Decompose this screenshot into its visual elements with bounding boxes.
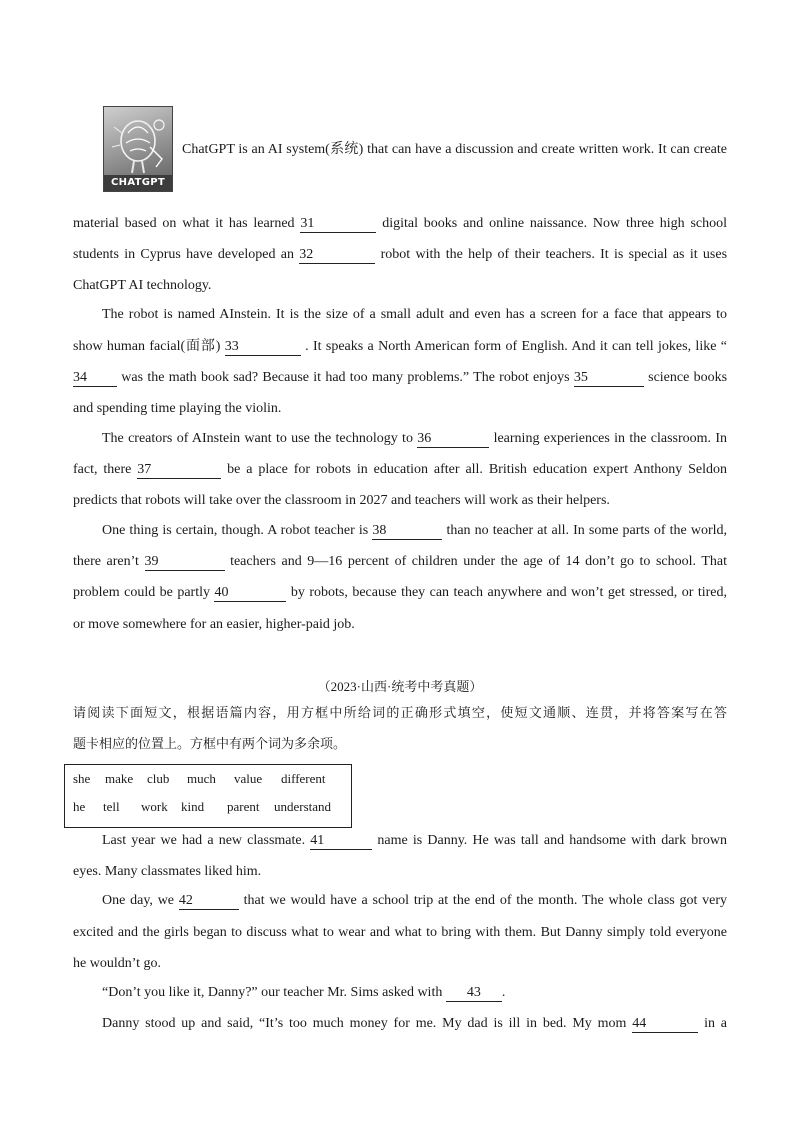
blank-34[interactable]: 34 bbox=[73, 370, 117, 387]
passage1-line-11 bbox=[73, 491, 727, 511]
text-segment: robot with the help of their teachers. It is special as it uses bbox=[380, 247, 728, 262]
passage2-line-6 bbox=[102, 983, 727, 1003]
text-segment: that we would have a school trip at the end of the month. The whole class got very bbox=[243, 893, 728, 908]
word-option: kind bbox=[181, 799, 205, 814]
passage1-line-4 bbox=[73, 276, 727, 296]
text-segment: name is Danny. He was tall and handsome with dark brown bbox=[377, 833, 727, 848]
word-option: club bbox=[147, 771, 170, 786]
passage1-line-3 bbox=[73, 245, 727, 265]
blank-40[interactable]: 40 bbox=[214, 585, 286, 602]
text-segment: ChatGPT AI technology. bbox=[73, 278, 212, 293]
text-segment: teachers and 9—16 percent of children under the age of 14 don’t go to school. That bbox=[230, 554, 727, 569]
passage1-line-13 bbox=[73, 552, 727, 572]
passage1-line-12 bbox=[102, 521, 727, 541]
word-option: much bbox=[187, 771, 216, 786]
word-option: tell bbox=[103, 799, 120, 814]
text-segment: be a place for robots in education after all. British education expert Anthony Seldon bbox=[227, 462, 727, 477]
text-segment: digital books and online naissance. Now three high school bbox=[382, 216, 728, 231]
text-segment: ChatGPT is an AI system(系统) that can have a discussion and create written work. It can create bbox=[182, 142, 727, 157]
text-segment: predicts that robots will take over the classroom in 2027 and teachers will work as their helpers. bbox=[73, 493, 610, 508]
text-segment: by robots, because they can teach anywhere and won’t get stressed, or tired, bbox=[290, 585, 727, 600]
text-segment: or move somewhere for an easier, higher-paid job. bbox=[73, 617, 355, 632]
word-bank-row-2 bbox=[65, 799, 351, 819]
blank-38[interactable]: 38 bbox=[372, 523, 442, 540]
text-segment: One thing is certain, though. A robot teacher is bbox=[102, 523, 369, 538]
text-segment: . bbox=[501, 985, 506, 1000]
text-segment: science books bbox=[648, 370, 728, 385]
passage1-line-7 bbox=[73, 368, 727, 388]
passage2-line-2 bbox=[73, 862, 727, 882]
word-bank-row-1 bbox=[65, 771, 351, 791]
blank-44[interactable]: 44 bbox=[632, 1016, 698, 1033]
blank-42[interactable]: 42 bbox=[179, 893, 239, 910]
text-segment: students in Cyprus have developed an bbox=[73, 247, 294, 262]
blank-35[interactable]: 35 bbox=[574, 370, 644, 387]
passage1-line-15 bbox=[73, 615, 727, 635]
passage1-line-9 bbox=[102, 429, 727, 449]
word-option: make bbox=[105, 771, 134, 786]
exam-source-label: （2023·山西·统考中考真题） bbox=[317, 679, 483, 694]
text-segment: The creators of AInstein want to use the technology to bbox=[102, 431, 413, 446]
blank-39[interactable]: 39 bbox=[145, 554, 225, 571]
text-segment: in a bbox=[704, 1016, 728, 1031]
passage2-line-7 bbox=[102, 1014, 727, 1034]
text-segment: was the math book sad? Because it had too many problems.” The robot enjoys bbox=[121, 370, 570, 385]
passage1-line-14 bbox=[73, 583, 727, 603]
text-segment: “Don’t you like it, Danny?” our teacher Mr. Sims asked with bbox=[102, 985, 443, 1000]
blank-36[interactable]: 36 bbox=[417, 431, 489, 448]
instructions-line-1: 请阅读下面短文，根据语篇内容，用方框中所给词的正确形式填空，使短文通顺、连贯，并将答案写在答 bbox=[73, 706, 727, 721]
passage1-line-5 bbox=[102, 305, 727, 325]
text-segment: excited and the girls began to discuss what to wear and what to bring with them. But Danny simply told everyone bbox=[73, 925, 727, 940]
word-option: he bbox=[73, 799, 86, 814]
text-segment: than no teacher at all. In some parts of the world, bbox=[446, 523, 728, 538]
text-segment: . It speaks a North American form of English. And it can tell jokes, like “ bbox=[305, 339, 727, 354]
passage1-line-6 bbox=[73, 337, 727, 357]
instructions-line-2: 题卡相应的位置上。方框中有两个词为多余项。 bbox=[73, 737, 347, 752]
text-segment: fact, there bbox=[73, 462, 132, 477]
text-segment: The robot is named AInstein. It is the size of a small adult and even has a screen for a face that appears to bbox=[102, 307, 727, 322]
text-segment: and spending time playing the violin. bbox=[73, 401, 282, 416]
blank-33[interactable]: 33 bbox=[225, 339, 301, 356]
passage1-line-8 bbox=[73, 399, 727, 419]
text-segment: One day, we bbox=[102, 893, 175, 908]
word-option: she bbox=[73, 771, 91, 786]
passage2-line-3 bbox=[102, 891, 727, 911]
passage1-line-2 bbox=[73, 214, 727, 234]
blank-31[interactable]: 31 bbox=[300, 216, 376, 233]
text-segment: there aren’t bbox=[73, 554, 139, 569]
chatgpt-logo-image bbox=[103, 106, 173, 192]
passage1-line-1 bbox=[182, 140, 727, 160]
passage1-line-10 bbox=[73, 460, 727, 480]
text-segment: learning experiences in the classroom. In bbox=[493, 431, 727, 446]
text-segment: material based on what it has learned bbox=[73, 216, 295, 231]
text-segment: Danny stood up and said, “It’s too much money for me. My dad is ill in bed. My mom bbox=[102, 1016, 627, 1031]
chatgpt-logo-text: CHATGPT bbox=[104, 175, 172, 191]
word-option: value bbox=[234, 771, 263, 786]
robot-head-icon bbox=[104, 107, 173, 177]
text-segment: show human facial(面部) bbox=[73, 339, 221, 354]
passage2-line-1 bbox=[102, 831, 727, 851]
word-bank-box bbox=[64, 764, 352, 828]
text-segment: eyes. Many classmates liked him. bbox=[73, 864, 262, 879]
word-option: understand bbox=[274, 799, 332, 814]
word-option: different bbox=[281, 771, 326, 786]
text-segment: he wouldn’t go. bbox=[73, 956, 162, 971]
text-segment: Last year we had a new classmate. bbox=[102, 833, 306, 848]
blank-37[interactable]: 37 bbox=[137, 462, 221, 479]
blank-32[interactable]: 32 bbox=[299, 247, 375, 264]
text-segment: problem could be partly bbox=[73, 585, 210, 600]
passage2-line-5 bbox=[73, 954, 727, 974]
blank-41[interactable]: 41 bbox=[310, 833, 372, 850]
word-option: parent bbox=[227, 799, 260, 814]
word-option: work bbox=[141, 799, 168, 814]
blank-43[interactable]: 43 bbox=[446, 985, 502, 1002]
passage2-line-4 bbox=[73, 923, 727, 943]
